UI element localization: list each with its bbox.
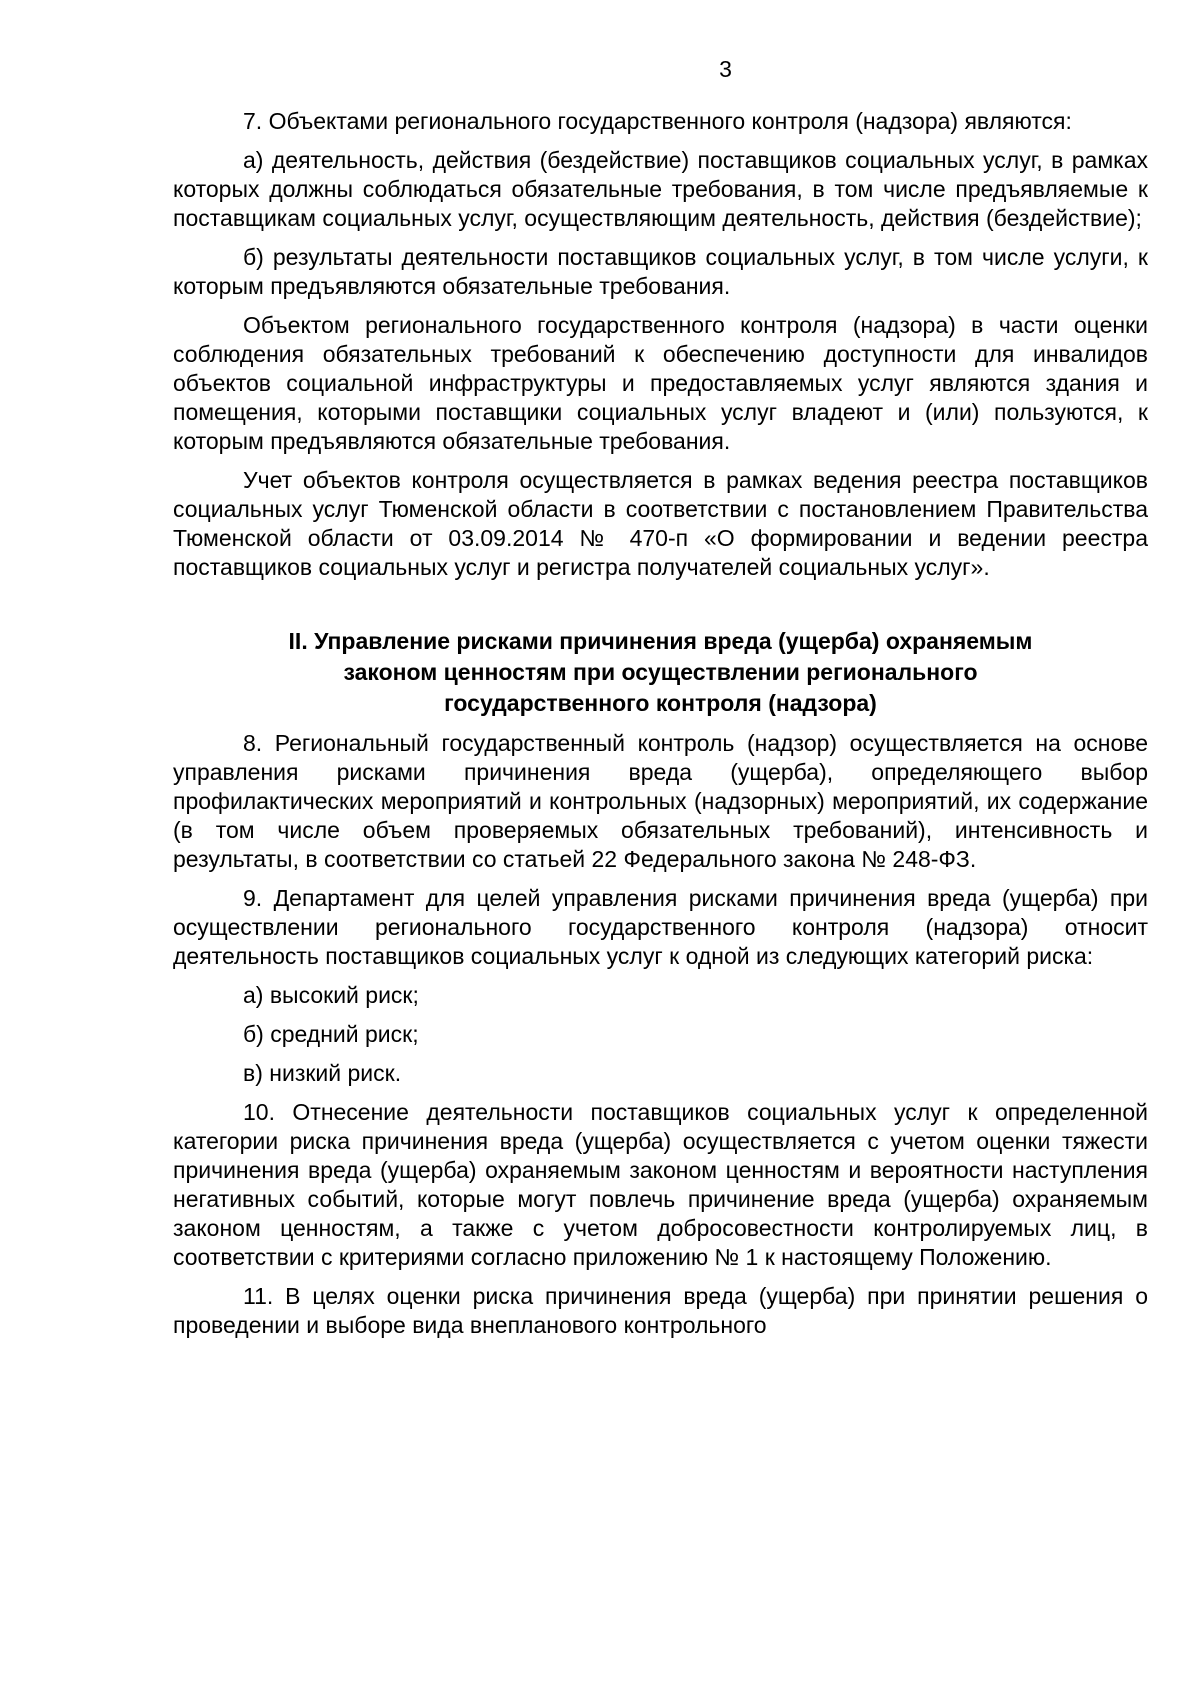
paragraph-object-accessibility: Объектом регионального государственного контроля (надзора) в части оценки соблюдения обязательных требований к обеспечению доступности для инвалидов объектов социальной инфраструктуры и предоставляемых услуг являются здания и помещения, которыми поставщики социальных услуг владеют и (или) пользуются, к которым предъявляются обязательные требования. <box>173 312 1148 454</box>
risk-category-low: в) низкий риск. <box>243 1060 402 1086</box>
risk-category-medium: б) средний риск; <box>243 1021 419 1047</box>
section-title-line-1: II. Управление рисками причинения вреда (ущерба) охраняемым <box>288 628 1033 654</box>
risk-category-high: а) высокий риск; <box>243 982 419 1008</box>
paragraph-registry: Учет объектов контроля осуществляется в рамках ведения реестра поставщиков социальных услуг Тюменской области в соответствии с постановлением Правительства Тюменской области от 03.09.2014 № 470-п «О формировании и ведении реестра поставщиков социальных услуг и регистра получателей социальных услуг». <box>173 467 1148 580</box>
section-title-line-3: государственного контроля (надзора) <box>444 690 877 716</box>
paragraph-10: 10. Отнесение деятельности поставщиков социальных услуг к определенной категории риска причинения вреда (ущерба) осуществляется с учетом оценки тяжести причинения вреда (ущерба) охраняемым законом ценностям и вероятности наступления негативных событий, которые могут повлечь причинение вреда (ущерба) охраняемым законом ценностям, а также с учетом добросовестности контролируемых лиц, в соответствии с критериями согласно приложению № 1 к настоящему Положению. <box>173 1099 1148 1270</box>
section-title-line-2: законом ценностям при осуществлении регионального <box>343 659 978 685</box>
page-number: 3 <box>719 56 732 82</box>
paragraph-7b: б) результаты деятельности поставщиков социальных услуг, в том числе услуги, к которым предъявляются обязательные требования. <box>173 244 1148 299</box>
paragraph-11: 11. В целях оценки риска причинения вреда (ущерба) при принятии решения о проведении и выборе вида внепланового контрольного <box>173 1283 1148 1338</box>
paragraph-8: 8. Региональный государственный контроль (надзор) осуществляется на основе управления рисками причинения вреда (ущерба), определяющего выбор профилактических мероприятий и контрольных (надзорных) мероприятий, их содержание (в том числе объем проверяемых обязательных требований), интенсивность и результаты, в соответствии со статьей 22 Федерального закона № 248-ФЗ. <box>173 730 1148 872</box>
paragraph-9: 9. Департамент для целей управления рисками причинения вреда (ущерба) при осуществлении регионального государственного контроля (надзора) относит деятельность поставщиков социальных услуг к одной из следующих категорий риска: <box>173 885 1148 969</box>
paragraph-7a: а) деятельность, действия (бездействие) поставщиков социальных услуг, в рамках которых должны соблюдаться обязательные требования, в том числе предъявляемые к поставщикам социальных услуг, осуществляющим деятельность, действия (бездействие); <box>173 147 1148 231</box>
section-title <box>173 626 1148 719</box>
paragraph-7: 7. Объектами регионального государственного контроля (надзора) являются: <box>243 108 1072 134</box>
